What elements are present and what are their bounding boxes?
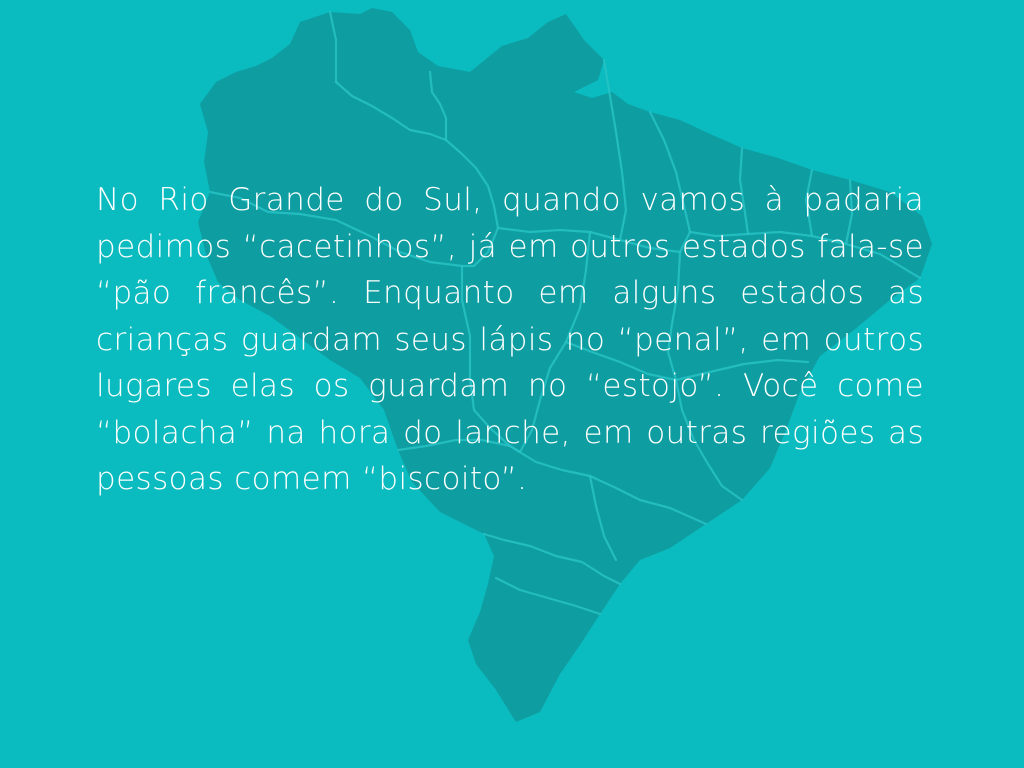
slide-paragraph: No Rio Grande do Sul, quando vamos à padaria pedimos “cacetinhos”, já em outros estados fala-se “pão francês”. Enquanto em alguns estados as crianças guardam seus lápis no “penal”, em outros lugares elas os guardam no “estojo”. Você come “bolacha” na hora do lanche, em outras regiões as pessoas comem “biscoito”.	[96, 182, 924, 497]
